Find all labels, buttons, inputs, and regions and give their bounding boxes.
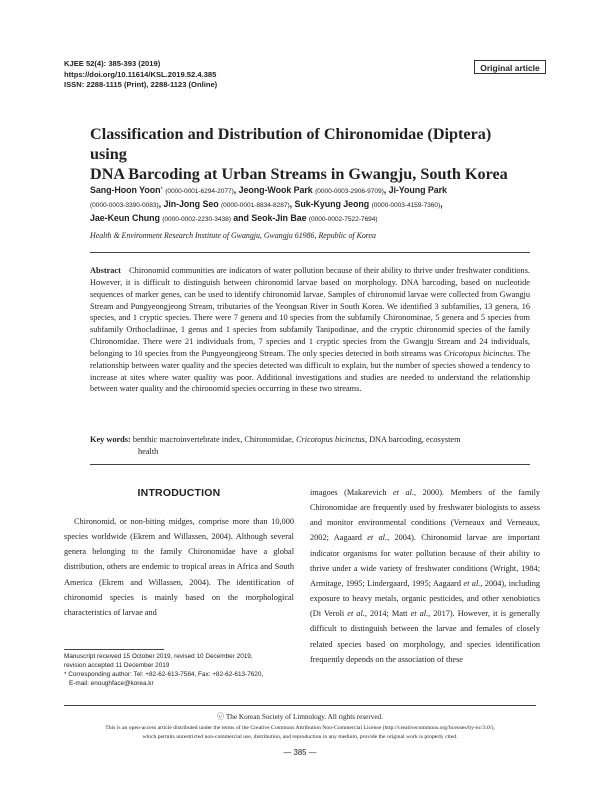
- author-name: Jeong-Wook Park: [238, 185, 313, 195]
- body-column-left: [64, 514, 294, 620]
- abstract-bottom-divider: [90, 464, 530, 465]
- abstract-label: Abstract: [90, 266, 121, 275]
- author-orcid[interactable]: (0000-0002-2230-3438): [162, 216, 231, 224]
- issn: ISSN: 2288-1115 (Print), 2288-1123 (Online): [64, 80, 218, 90]
- section-heading-introduction: INTRODUCTION: [137, 487, 221, 499]
- author-orcid[interactable]: (0000-0003-3390-0083): [90, 202, 159, 210]
- affiliation: Health & Environment Research Institute of Gwangju, Gwangju 61986, Republic of Korea: [90, 231, 376, 240]
- abstract-text-continued: . The relationship between water quality and the species detected was difficult to explain, but the number of species showed a tendency to increase at sites where water quality was poor. Additional investigations and studies are needed to understand the relationship between water quality and the chironomid species occurring in these two streams.: [90, 348, 530, 394]
- corresponding-email[interactable]: E-mail: enoughface@korea.kr: [69, 680, 154, 687]
- author-list: [90, 184, 530, 227]
- author-line-2: (0000-0003-3390-0083), Jin-Jong Seo (0000-0001-8834-8287), Suk-Kyung Jeong (0000-0003-4159-7360),: [90, 199, 443, 210]
- author-orcid[interactable]: (0000-0001-6294-2077): [165, 188, 234, 195]
- abstract-species: Cricotopus bicinctus: [443, 348, 513, 358]
- author-line-1: Sang-Hoon Yoon* (0000-0001-6294-2077), Jeong-Wook Park (0000-0003-2906-9709), Ji-Young Park: [90, 185, 447, 195]
- author-name: Suk-Kyung Jeong: [294, 199, 370, 210]
- author-name: Ji-Young Park: [388, 185, 447, 195]
- author-name: Seok-Jin Bae: [251, 213, 307, 224]
- author-name: Jin-Jong Seo: [163, 199, 219, 210]
- license-note: This is an open-access article distributed under the terms of the Creative Commons Attribution Non-Commercial License (http://creativecommons.org/licenses/by-nc/3.0/), which permits unrestricted non-commercial use, distribution, and reproduction in any medium, provide the original work is properly cited.: [105, 725, 495, 740]
- abstract-top-divider: [90, 252, 530, 253]
- paper-title: [90, 124, 520, 184]
- title-line-2: DNA Barcoding at Urban Streams in Gwangju, South Korea: [90, 165, 508, 183]
- abstract-text: Chironomid communities are indicators of water pollution because of their ability to thrive under freshwater conditions. However, it is difficult to distinguish between chironomid larvae based on morphology. DNA barcoding, based on nucleotide sequences of marker genes, can be used to identify chironomid larvae. Samples of chironomid larvae were collected from Gwangju Stream and Pungyeongjeong Stream, tributaries of the Yeongsan River in South Korea. We identified 3 subfamilies, 13 genera, 16 species, and 1 cryptic species. There were 7 genera and 10 species from the subfamily Chironominae, 5 genera and 5 species from subfamily Orthocladiinae, 1 genus and 1 species from subfamily Tanipodinae, and the cryptic chironomid species of the family Chironomidae. There were 21 individuals from, 7 species and 1 cryptic species from the Gwangju Stream and 24 individuals, belonging to 10 species from the Pungyeongjeong Stream. The only species detected in both streams was: [90, 266, 530, 358]
- doi-link[interactable]: https://doi.org/10.11614/KSL.2019.52.4.385: [64, 69, 217, 79]
- keywords-label: Key words:: [90, 435, 131, 444]
- author-name: Sang-Hoon Yoon: [90, 185, 161, 195]
- footnote-divider: [64, 649, 164, 650]
- author-orcid[interactable]: (0000-0003-4159-7360): [371, 202, 441, 210]
- article-type-badge: Original article: [474, 60, 546, 74]
- author-orcid[interactable]: (0000-0001-8834-8287): [221, 202, 290, 210]
- title-line-1: Classification and Distribution of Chironomidae (Diptera) using: [90, 125, 492, 163]
- footnotes: [64, 652, 263, 688]
- author-name: Jae-Keun Chung: [90, 213, 160, 224]
- author-line-3: Jae-Keun Chung (0000-0002-2230-3438) and Seok-Jin Bae (0000-0002-7522-7694): [90, 213, 378, 224]
- author-orcid[interactable]: (0000-0002-7522-7694): [308, 216, 378, 224]
- corresponding-mark: *: [160, 187, 163, 193]
- corresponding-author: * Corresponding author: Tel: +82-62-613-7584, Fax: +82-62-613-7620,: [64, 671, 264, 678]
- journal-meta: [64, 59, 217, 91]
- abstract: [90, 265, 530, 395]
- intro-paragraph: Chironomid, or non-biting midges, comprise more than 10,000 species worldwide (Ekrem and Willassen, 2004). Although several genera belonging to the family Chironomidae have a global distribution, others are endemic to tropical areas in Africa and South America (Ekrem and Willassen, 2004). The identification of chironomid species is mainly based on the morphological characteristics of larvae and: [64, 517, 294, 617]
- body-column-right: imagoes (Makarevich et al., 2000). Members of the family Chironomidae are frequently used by freshwater biologists to assess and monitor environmental conditions (Verneaux and Verneaux, 2002; Aagaard et al., 2004). Chironomid larvae are important indicator organisms for water pollution because of their ability to thrive under a wide variety of freshwater conditions (Wright, 1984; Armitage, 1995; Lindergaard, 1995; Aagaard et al., 2004), including exposure to heavy metals, organic pesticides, and other xenobiotics (Di Veroli et al., 2014; Matt et al., 2017). However, it is generally difficult to distinguish between the larvae and females of closely related species based on morphology, and species identification frequently depends on the association of these: [310, 488, 541, 664]
- received-date: Manuscript received 15 October 2019, revised 10 December 2019,: [64, 653, 253, 660]
- copyright: ⓒ The Korean Society of Limnology. All rights reserved.: [217, 713, 383, 721]
- accepted-date: revision accepted 11 December 2019: [64, 662, 170, 669]
- keywords: Key words: benthic macroinvertebrate index, Chironomidae, Cricotopus bicinctus, DNA barcoding, ecosystem health: [90, 435, 461, 456]
- journal-citation: KJEE 52(4): 385-393 (2019): [64, 59, 161, 68]
- author-orcid[interactable]: (0000-0003-2906-9709): [315, 188, 384, 195]
- page-number: — 385 —: [283, 748, 317, 757]
- footer-divider: [64, 705, 536, 706]
